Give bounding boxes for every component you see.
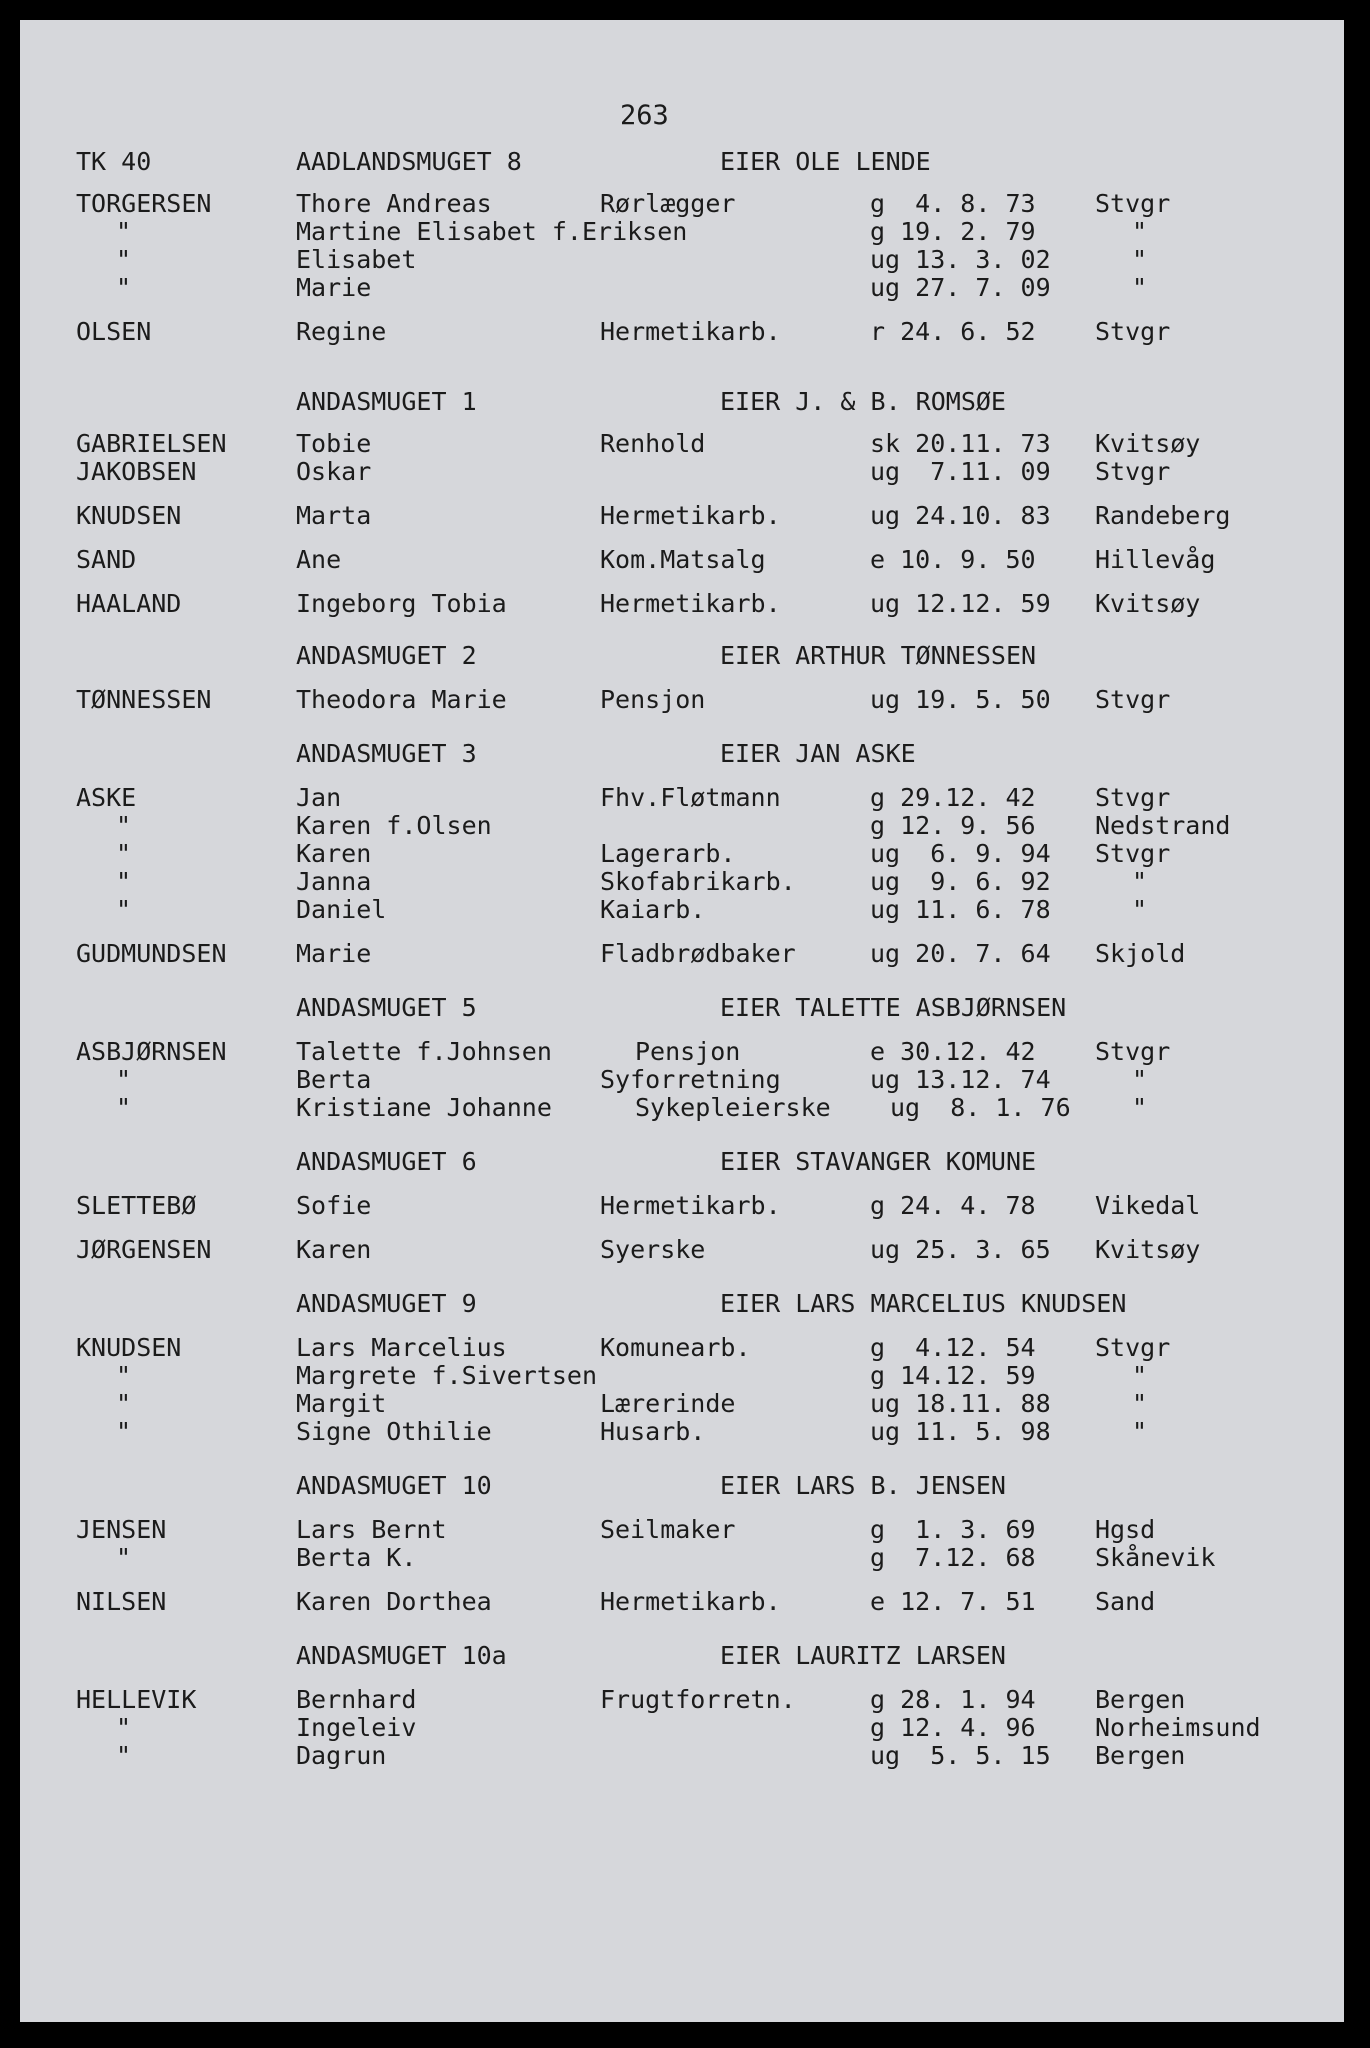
given-name: Karen <box>296 1235 372 1264</box>
given-name: Bernhard <box>296 1685 417 1714</box>
birth-date: ug 19. 5. 50 <box>870 685 1051 714</box>
surname: " <box>116 245 132 274</box>
occupation: Kaiarb. <box>600 895 706 924</box>
given-name: Regine <box>296 317 387 346</box>
given-name: Lars Bernt <box>296 1515 447 1544</box>
surname: " <box>116 811 132 840</box>
occupation: Syforretning <box>600 1065 781 1094</box>
birth-date: ug 27. 7. 09 <box>870 273 1051 302</box>
given-name: Martine Elisabet f.Eriksen <box>296 217 688 246</box>
birth-place: Stvgr <box>1095 1037 1171 1066</box>
birth-date: ug 5. 5. 15 <box>870 1741 1051 1770</box>
birth-place: Bergen <box>1095 1685 1186 1714</box>
birth-date: sk 20.11. 73 <box>870 429 1051 458</box>
given-name: Karen f.Olsen <box>296 811 492 840</box>
birth-date: g 14.12. 59 <box>870 1361 1036 1390</box>
birth-date: ug 20. 7. 64 <box>870 939 1051 968</box>
occupation: Syerske <box>600 1235 706 1264</box>
birth-place: " <box>1132 867 1148 896</box>
owner-heading: EIER LAURITZ LARSEN <box>720 1641 1006 1670</box>
surname: " <box>116 1361 132 1390</box>
birth-place: Hillevåg <box>1095 545 1216 574</box>
given-name: Daniel <box>296 895 387 924</box>
street-heading: ANDASMUGET 3 <box>296 739 477 768</box>
birth-date: g 4. 8. 73 <box>870 189 1036 218</box>
surname: " <box>116 895 132 924</box>
given-name: Margrete f.Sivertsen <box>296 1361 598 1390</box>
birth-date: g 7.12. 68 <box>870 1543 1036 1572</box>
occupation: Seilmaker <box>600 1515 736 1544</box>
occupation: Pensjon <box>600 685 706 714</box>
birth-date: g 29.12. 42 <box>870 783 1036 812</box>
street-heading: ANDASMUGET 9 <box>296 1289 477 1318</box>
birth-date: ug 13. 3. 02 <box>870 245 1051 274</box>
birth-place: Nedstrand <box>1095 811 1231 840</box>
birth-place: Hgsd <box>1095 1515 1156 1544</box>
birth-place: " <box>1132 1093 1148 1122</box>
given-name: Signe Othilie <box>296 1417 492 1446</box>
occupation: Husarb. <box>600 1417 706 1446</box>
birth-date: g 28. 1. 94 <box>870 1685 1036 1714</box>
given-name: Berta <box>296 1065 372 1094</box>
surname: " <box>116 217 132 246</box>
given-name: Ane <box>296 545 342 574</box>
occupation: Pensjon <box>635 1037 741 1066</box>
birth-date: ug 25. 3. 65 <box>870 1235 1051 1264</box>
surname: " <box>116 1065 132 1094</box>
owner-heading: EIER LARS MARCELIUS KNUDSEN <box>720 1289 1127 1318</box>
birth-place: " <box>1132 895 1148 924</box>
birth-date: ug 8. 1. 76 <box>890 1093 1071 1122</box>
surname: JAKOBSEN <box>76 457 197 486</box>
street-heading: ANDASMUGET 10 <box>296 1471 492 1500</box>
given-name: Thore Andreas <box>296 189 492 218</box>
street-heading: AADLANDSMUGET 8 <box>296 147 522 176</box>
owner-heading: EIER LARS B. JENSEN <box>720 1471 1006 1500</box>
given-name: Berta K. <box>296 1543 417 1572</box>
given-name: Karen <box>296 839 372 868</box>
birth-place: Stvgr <box>1095 317 1171 346</box>
occupation: Hermetikarb. <box>600 1587 781 1616</box>
surname: HELLEVIK <box>76 1685 197 1714</box>
given-name: Tobie <box>296 429 372 458</box>
owner-heading: EIER STAVANGER KOMUNE <box>720 1147 1037 1176</box>
surname: OLSEN <box>76 317 152 346</box>
given-name: Ingeleiv <box>296 1713 417 1742</box>
birth-place: Norheimsund <box>1095 1713 1261 1742</box>
birth-place: Kvitsøy <box>1095 589 1201 618</box>
birth-place: Stvgr <box>1095 1333 1171 1362</box>
given-name: Talette f.Johnsen <box>296 1037 552 1066</box>
birth-date: g 19. 2. 79 <box>870 217 1036 246</box>
birth-date: g 24. 4. 78 <box>870 1191 1036 1220</box>
owner-heading: EIER OLE LENDE <box>720 147 931 176</box>
given-name: Marta <box>296 501 372 530</box>
occupation: Sykepleierske <box>635 1093 831 1122</box>
owner-heading: EIER J. & B. ROMSØE <box>720 387 1006 416</box>
birth-date: ug 11. 5. 98 <box>870 1417 1051 1446</box>
owner-heading: EIER ARTHUR TØNNESSEN <box>720 641 1037 670</box>
street-heading: ANDASMUGET 6 <box>296 1147 477 1176</box>
birth-date: g 1. 3. 69 <box>870 1515 1036 1544</box>
occupation: Lærerinde <box>600 1389 736 1418</box>
occupation: Kom.Matsalg <box>600 545 766 574</box>
surname: SAND <box>76 545 137 574</box>
birth-place: Stvgr <box>1095 783 1171 812</box>
surname: SLETTEBØ <box>76 1191 197 1220</box>
birth-date: ug 24.10. 83 <box>870 501 1051 530</box>
occupation: Lagerarb. <box>600 839 736 868</box>
surname: GUDMUNDSEN <box>76 939 227 968</box>
surname: TØNNESSEN <box>76 685 212 714</box>
given-name: Karen Dorthea <box>296 1587 492 1616</box>
surname: ASBJØRNSEN <box>76 1037 227 1066</box>
birth-place: Kvitsøy <box>1095 1235 1201 1264</box>
surname: " <box>116 867 132 896</box>
surname: " <box>116 1093 132 1122</box>
surname: " <box>116 1389 132 1418</box>
street-heading: ANDASMUGET 5 <box>296 993 477 1022</box>
surname: NILSEN <box>76 1587 167 1616</box>
occupation: Fhv.Fløtmann <box>600 783 781 812</box>
given-name: Oskar <box>296 457 372 486</box>
given-name: Kristiane Johanne <box>296 1093 552 1122</box>
birth-place: Skjold <box>1095 939 1186 968</box>
given-name: Elisabet <box>296 245 417 274</box>
birth-place: Stvgr <box>1095 189 1171 218</box>
given-name: Lars Marcelius <box>296 1333 507 1362</box>
document-page <box>20 20 1344 2022</box>
birth-date: r 24. 6. 52 <box>870 317 1036 346</box>
birth-place: Stvgr <box>1095 839 1171 868</box>
birth-place: " <box>1132 1065 1148 1094</box>
surname: JENSEN <box>76 1515 167 1544</box>
surname: HAALAND <box>76 589 182 618</box>
occupation: Rørlægger <box>600 189 736 218</box>
occupation: Hermetikarb. <box>600 501 781 530</box>
birth-date: g 4.12. 54 <box>870 1333 1036 1362</box>
birth-place: Bergen <box>1095 1741 1186 1770</box>
birth-date: ug 6. 9. 94 <box>870 839 1051 868</box>
owner-heading: EIER JAN ASKE <box>720 739 916 768</box>
occupation: Frugtforretn. <box>600 1685 796 1714</box>
birth-place: " <box>1132 1417 1148 1446</box>
birth-date: g 12. 9. 56 <box>870 811 1036 840</box>
birth-place: " <box>1132 217 1148 246</box>
birth-place: Stvgr <box>1095 685 1171 714</box>
given-name: Jan <box>296 783 342 812</box>
occupation: Renhold <box>600 429 706 458</box>
birth-date: e 30.12. 42 <box>870 1037 1036 1066</box>
occupation: Hermetikarb. <box>600 1191 781 1220</box>
surname: " <box>116 839 132 868</box>
surname: " <box>116 1741 132 1770</box>
surname: JØRGENSEN <box>76 1235 212 1264</box>
street-heading: ANDASMUGET 2 <box>296 641 477 670</box>
occupation: Skofabrikarb. <box>600 867 796 896</box>
birth-place: " <box>1132 1389 1148 1418</box>
occupation: Hermetikarb. <box>600 317 781 346</box>
surname: " <box>116 1417 132 1446</box>
given-name: Margit <box>296 1389 387 1418</box>
occupation: Hermetikarb. <box>600 589 781 618</box>
surname: " <box>116 1713 132 1742</box>
given-name: Theodora Marie <box>296 685 507 714</box>
birth-date: g 12. 4. 96 <box>870 1713 1036 1742</box>
surname: KNUDSEN <box>76 1333 182 1362</box>
page-number: 263 <box>620 100 669 131</box>
surname: GABRIELSEN <box>76 429 227 458</box>
surname: " <box>116 273 132 302</box>
given-name: Janna <box>296 867 372 896</box>
owner-heading: EIER TALETTE ASBJØRNSEN <box>720 993 1067 1022</box>
birth-place: " <box>1132 245 1148 274</box>
surname: TORGERSEN <box>76 189 212 218</box>
birth-date: ug 9. 6. 92 <box>870 867 1051 896</box>
occupation: Komunearb. <box>600 1333 751 1362</box>
birth-date: e 10. 9. 50 <box>870 545 1036 574</box>
birth-place: " <box>1132 273 1148 302</box>
given-name: Sofie <box>296 1191 372 1220</box>
birth-place: Randeberg <box>1095 501 1231 530</box>
birth-date: ug 18.11. 88 <box>870 1389 1051 1418</box>
birth-date: e 12. 7. 51 <box>870 1587 1036 1616</box>
section-left-label: TK 40 <box>76 147 152 176</box>
street-heading: ANDASMUGET 1 <box>296 387 477 416</box>
surname: ASKE <box>76 783 137 812</box>
occupation: Fladbrødbaker <box>600 939 796 968</box>
birth-place: Stvgr <box>1095 457 1171 486</box>
birth-place: Sand <box>1095 1587 1156 1616</box>
birth-date: ug 11. 6. 78 <box>870 895 1051 924</box>
birth-date: ug 7.11. 09 <box>870 457 1051 486</box>
surname: KNUDSEN <box>76 501 182 530</box>
given-name: Ingeborg Tobia <box>296 589 507 618</box>
street-heading: ANDASMUGET 10a <box>296 1641 507 1670</box>
birth-date: ug 12.12. 59 <box>870 589 1051 618</box>
birth-place: Skånevik <box>1095 1543 1216 1572</box>
given-name: Marie <box>296 939 372 968</box>
surname: " <box>116 1543 132 1572</box>
birth-place: Vikedal <box>1095 1191 1201 1220</box>
birth-place: " <box>1132 1361 1148 1390</box>
given-name: Dagrun <box>296 1741 387 1770</box>
given-name: Marie <box>296 273 372 302</box>
birth-date: ug 13.12. 74 <box>870 1065 1051 1094</box>
birth-place: Kvitsøy <box>1095 429 1201 458</box>
